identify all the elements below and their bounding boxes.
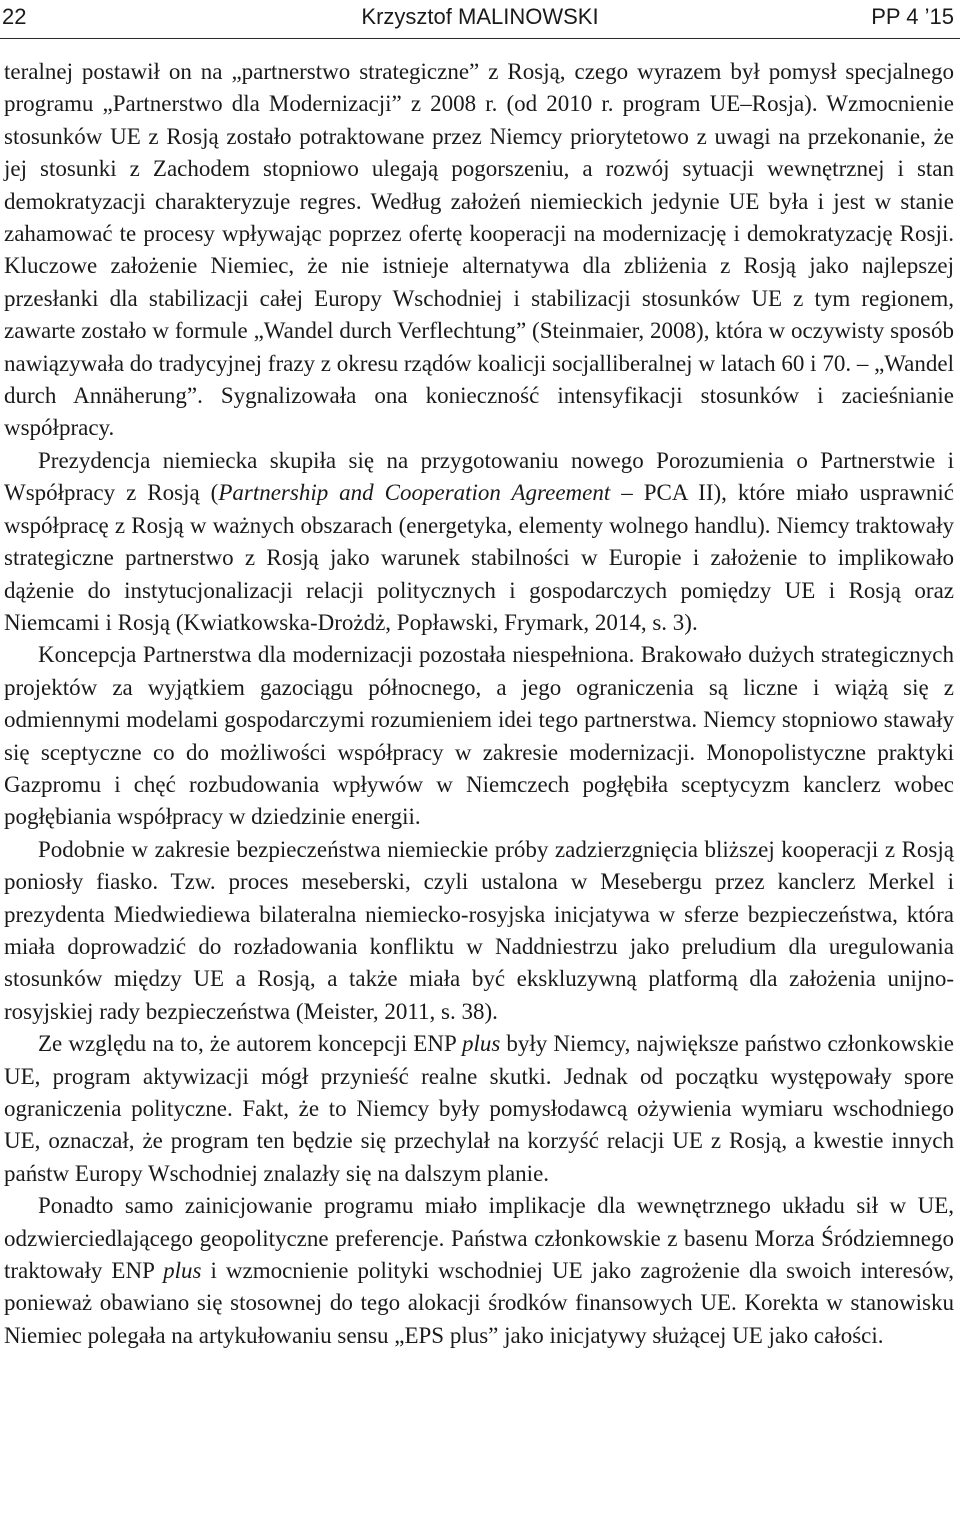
paragraph-p1 [4, 56, 954, 445]
paragraph-segment: Ze względu na to, że autorem koncepcji ENP [38, 1031, 462, 1057]
page-number: 22 [2, 4, 27, 29]
paragraph-p5 [4, 1028, 954, 1190]
paragraph-segment: Koncepcja Partnerstwa dla modernizacji pozostała niespełniona. Brakowało dużych strategicznych projektów za wyjątkiem gazociągu północnego, a jego ograniczenia są liczne i wiążą się z odmiennymi modelami gospodarczymi rozumieniem idei tego partnerstwa. Niemcy stopniowo stawały się sceptyczne co do możliwości współpracy w zakresie modernizacji. Monopolistyczne praktyki Gazpromu i chęć rozbudowania wpływów w Niemczech pogłębiła sceptycyzm kanclerz wobec pogłębiania współpracy w dziedzinie energii. [4, 642, 954, 830]
paragraph-p2 [4, 445, 954, 639]
paragraph-p4 [4, 834, 954, 1028]
paragraph-segment: Podobnie w zakresie bezpieczeństwa niemieckie próby zadzierzgnięcia bliższej kooperacji z Rosją poniosły fiasko. Tzw. proces meseberski, czyli ustalona w Mesebergu przez kanclerz Merkel i prezydenta Miedwiediewa bilateralna niemiecko-rosyjska inicjatywa w sferze bezpieczeństwa, która miała doprowadzić do rozładowania konfliktu w Naddniestrzu jako preludium dla uregulowania stosunków między UE a Rosją, a także miała być ekskluzywną platformą dla założenia unijno-rosyjskiej rady bezpieczeństwa (Meister, 2011, s. 38). [4, 836, 954, 1024]
paragraph-p6 [4, 1190, 954, 1352]
paragraph-segment: plus [461, 1031, 501, 1057]
body-text [4, 56, 954, 1352]
paragraph-segment: Partnership and Cooperation Agreement [218, 480, 611, 506]
paragraph-segment: plus [163, 1258, 202, 1284]
running-header-journal: PP 4 ’15 [871, 4, 954, 29]
header-divider [0, 38, 960, 39]
running-header-author: Krzysztof MALINOWSKI [361, 4, 599, 29]
paragraph-segment: – PCA II), które miało usprawnić współpracę z Rosją w ważnych obszarach (energetyka, elementy wolnego handlu). Niemcy traktowały strategiczne partnerstwo z Rosją jako warunek stabilności w Europie i założenie to implikowało dążenie do instytucjonalizacji relacji politycznych i gospodarczych pomiędzy UE i Rosją oraz Niemcami i Rosją (Kwiatkowska-Drożdż, Popławski, Frymark, 2014, s. 3). [4, 480, 954, 635]
paragraph-segment: Prezydencja niemiecka skupiła się na przygotowaniu nowego Porozumienia o Partnerstwie i Współpracy z Rosją ( [4, 447, 954, 506]
running-header [0, 0, 960, 38]
paragraph-segment: teralnej postawił on na „partnerstwo strategiczne” z Rosją, czego wyrazem był pomysł specjalnego programu „Partnerstwo dla Modernizacji” z 2008 r. (od 2010 r. program UE–Rosja). Wzmocnienie stosunków UE z Rosją zostało potraktowane przez Niemcy priorytetowo z uwagi na przekonanie, że jej stosunki z Zachodem stopniowo ulegają pogorszeniu, a rozwój sytuacji wewnętrznej i stan demokratyzacji charakteryzuje regres. Według założeń niemieckich jedynie UE była i jest w stanie zahamować te procesy wpływając poprzez ofertę kooperacji na modernizację i demokratyzację Rosji. Kluczowe założenie Niemiec, że nie istnieje alternatywa dla zbliżenia z Rosją jako najlepszej przesłanki dla stabilizacji całej Europy Wschodniej i stabilizacji stosunków UE z tym regionem, zawarte zostało w formule „Wandel durch Verflechtung” (Steinmaier, 2008), która w oczywisty sposób nawiązywała do tradycyjnej frazy z okresu rządów koalicji socjalliberalnej w latach 60 i 70. – „Wandel durch Annäherung”. Sygnalizowała ona konieczność intensyfikacji stosunków i zacieśnianie współpracy. [4, 59, 954, 441]
paragraph-segment: były Niemcy, największe państwo członkowskie UE, program aktywizacji mógł przynieść realne skutki. Jednak od początku występowały spore ograniczenia polityczne. Fakt, że to Niemcy były pomysłodawcą ożywienia wymiaru wschodniego UE, oznaczał, że program ten będzie się przechylał na korzyść relacji UE z Rosją, a kwestie innych państw Europy Wschodniej znalazły się na dalszym planie. [4, 1031, 954, 1186]
paragraph-segment: i wzmocnienie polityki wschodniej UE jako zagrożenie dla swoich interesów, ponieważ obawiano się stosownej do tego alokacji środków finansowych UE. Korekta w stanowisku Niemiec polegała na artykułowaniu sensu „EPS plus” jako inicjatywy służącej UE jako całości. [4, 1258, 954, 1348]
paragraph-p3 [4, 639, 954, 833]
paragraph-segment: Ponadto samo zainicjowanie programu miało implikacje dla wewnętrznego układu sił w UE, odzwierciedlającego geopolityczne preferencje. Państwa członkowskie z basenu Morza Śródziemnego traktowały ENP [4, 1193, 954, 1284]
